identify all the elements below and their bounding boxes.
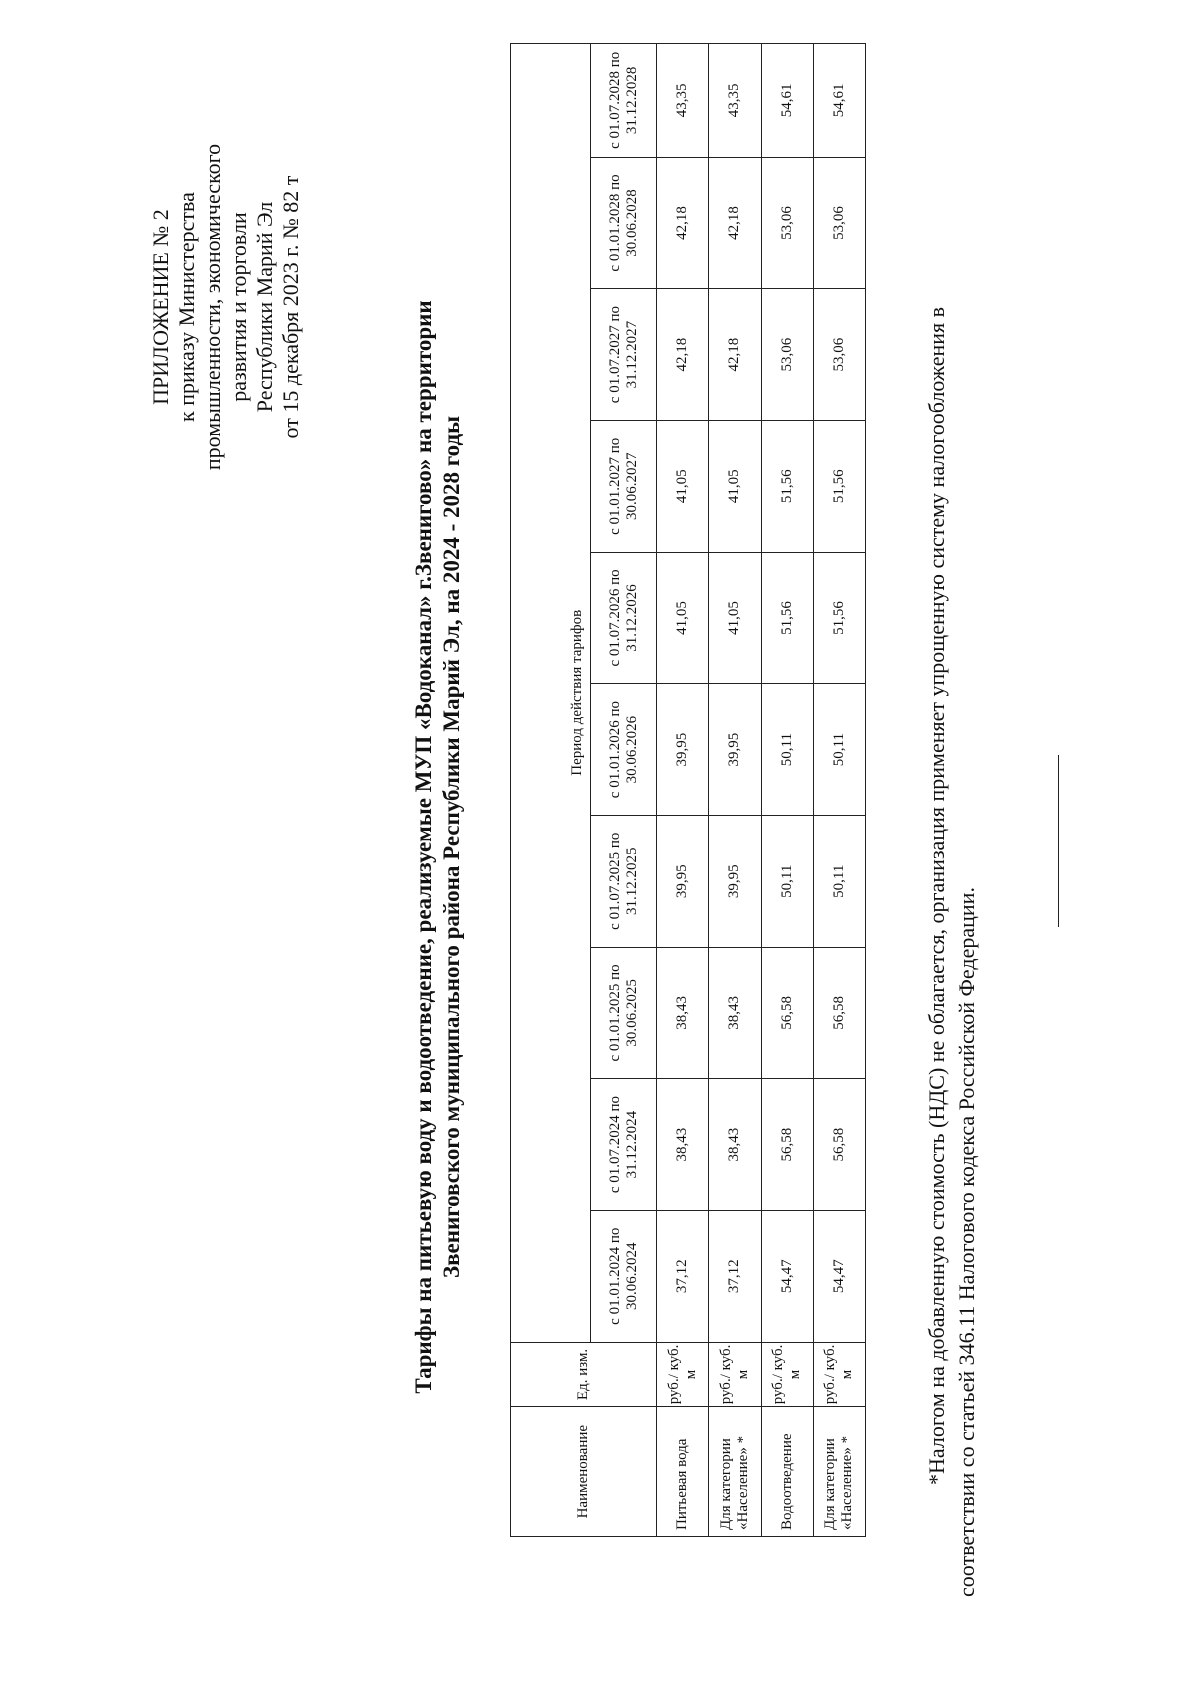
tariff-cell: 54,47 [813,1210,865,1342]
tariff-cell: 41,05 [657,552,709,684]
tariff-cell: 42,18 [709,157,761,289]
period-column-header: с 01.07.2025 по 31.12.2025 [591,815,657,947]
tariff-cell: 54,47 [761,1210,813,1342]
footnote-line-1: *Налогом на добавленную стоимость (НДС) не облагается, организация применяет упрощенную систему налогообложения в [924,306,949,1485]
row-unit: руб./ куб. м [709,1342,761,1407]
period-column-header: с 01.07.2028 по 31.12.2028 [591,44,657,158]
tariff-cell: 38,43 [657,947,709,1079]
tariff-cell: 43,35 [709,44,761,158]
period-column-header: с 01.01.2027 по 30.06.2027 [591,420,657,552]
footnote [922,37,982,1597]
appendix-line: от 15 декабря 2023 г. № 82 т [278,175,303,439]
appendix-header [148,97,304,517]
tariff-cell: 39,95 [709,684,761,816]
table-row [761,44,813,1537]
tariff-cell: 50,11 [761,815,813,947]
row-name: Водоотведение [761,1407,813,1537]
tariff-cell: 37,12 [709,1210,761,1342]
tariff-cell: 53,06 [761,289,813,421]
tariff-cell: 54,61 [761,44,813,158]
row-name: Питьевая вода [657,1407,709,1537]
unit-column-header: Ед. изм. [511,1342,657,1407]
table-row [657,44,709,1537]
tariff-cell: 43,35 [657,44,709,158]
footnote-line-2: соответствии со статьей 346.11 Налогового кодекса Российской Федерации. [954,887,979,1597]
tariff-cell: 42,18 [657,289,709,421]
tariff-cell: 50,11 [761,684,813,816]
tariff-cell: 39,95 [657,815,709,947]
tariff-cell: 50,11 [813,684,865,816]
tariff-cell: 56,58 [813,947,865,1079]
period-column-header: с 01.01.2026 по 30.06.2026 [591,684,657,816]
tariff-cell: 56,58 [813,1079,865,1211]
row-name: Для категории «Население» * [709,1407,761,1537]
end-rule [1058,755,1059,927]
period-column-header: с 01.01.2024 по 30.06.2024 [591,1210,657,1342]
tariff-cell: 54,61 [813,44,865,158]
tariff-cell: 53,06 [813,157,865,289]
tariff-cell: 51,56 [813,420,865,552]
tariff-cell: 51,56 [813,552,865,684]
document-title [410,97,466,1597]
period-header: Период действия тарифов [511,44,591,1343]
tariff-cell: 51,56 [761,420,813,552]
tariff-cell: 39,95 [657,684,709,816]
tariff-cell: 37,12 [657,1210,709,1342]
appendix-line: к приказу Министерства [174,192,199,422]
tariff-cell: 42,18 [709,289,761,421]
tariff-cell: 42,18 [657,157,709,289]
name-column-header: Наименование [511,1407,657,1537]
table-row [709,44,761,1537]
tariff-cell: 56,58 [761,947,813,1079]
tariff-table [510,43,866,1537]
period-column-header: с 01.01.2025 по 30.06.2025 [591,947,657,1079]
tariff-cell: 38,43 [657,1079,709,1211]
title-line-1: Тарифы на питьевую воду и водоотведение, реализуемые МУП «Водоканал» г.Звенигово» на территории [411,300,436,1394]
appendix-line: Республики Марий Эл [252,201,277,413]
period-column-header: с 01.01.2028 по 30.06.2028 [591,157,657,289]
tariff-cell: 38,43 [709,947,761,1079]
tariff-cell: 53,06 [761,157,813,289]
title-line-2: Звениговского муниципального района Республики Марий Эл, на 2024 - 2028 годы [439,415,464,1279]
period-column-header: с 01.07.2026 по 31.12.2026 [591,552,657,684]
appendix-line: развития и торговли [226,212,251,402]
tariff-cell: 53,06 [813,289,865,421]
tariff-cell: 41,05 [709,552,761,684]
row-unit: руб./ куб. м [657,1342,709,1407]
tariff-cell: 56,58 [761,1079,813,1211]
tariff-cell: 50,11 [813,815,865,947]
period-column-header: с 01.07.2024 по 31.12.2024 [591,1079,657,1211]
tariff-cell: 51,56 [761,552,813,684]
row-unit: руб./ куб. м [813,1342,865,1407]
tariff-cell: 41,05 [709,420,761,552]
appendix-line: ПРИЛОЖЕНИЕ № 2 [148,209,173,405]
row-name: Для категории «Население» * [813,1407,865,1537]
tariff-cell: 38,43 [709,1079,761,1211]
tariff-cell: 41,05 [657,420,709,552]
appendix-line: промышленности, экономического [200,143,225,471]
tariff-cell: 39,95 [709,815,761,947]
period-column-header: с 01.07.2027 по 31.12.2027 [591,289,657,421]
row-unit: руб./ куб. м [761,1342,813,1407]
table-row [813,44,865,1537]
